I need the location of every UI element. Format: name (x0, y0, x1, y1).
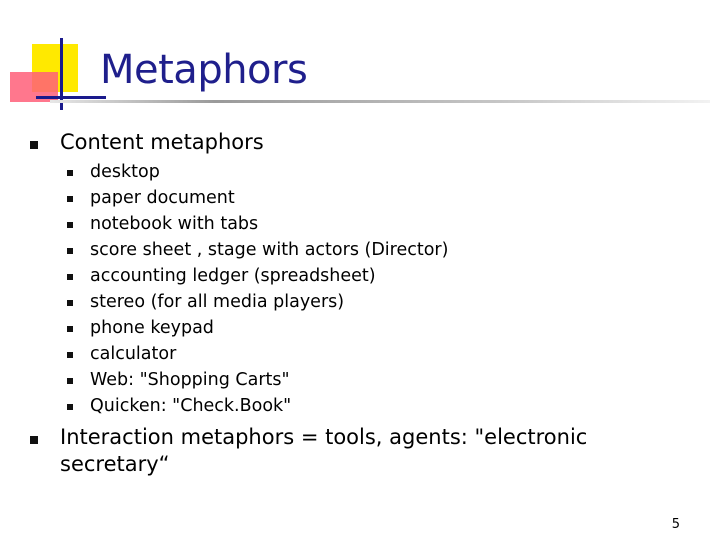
logo-horizontal-line (36, 96, 106, 99)
bullet-square-icon (67, 378, 73, 384)
list-item: calculator (90, 344, 177, 364)
bullet-square-icon (30, 436, 38, 444)
list-item: score sheet , stage with actors (Director) (90, 240, 449, 260)
list-item: Web: "Shopping Carts" (90, 370, 290, 390)
bullet-square-icon (67, 274, 73, 280)
content-metaphors-heading: Content metaphors (60, 130, 264, 154)
page-number: 5 (671, 517, 680, 532)
list-item: desktop (90, 162, 160, 182)
bullet-square-icon (67, 248, 73, 254)
interaction-metaphors-line2: secretary“ (60, 452, 170, 476)
list-item: stereo (for all media players) (90, 292, 345, 312)
bullet-square-icon (67, 326, 73, 332)
bullet-square-icon (67, 300, 73, 306)
list-item: notebook with tabs (90, 214, 259, 234)
title-divider (50, 100, 710, 103)
bullet-square-icon (67, 404, 73, 410)
bullet-square-icon (67, 352, 73, 358)
list-item: paper document (90, 188, 235, 208)
slide-title: Metaphors (100, 47, 308, 93)
list-item: accounting ledger (spreadsheet) (90, 266, 376, 286)
list-item: Quicken: "Check.Book" (90, 396, 292, 416)
bullet-square-icon (67, 222, 73, 228)
bullet-square-icon (67, 196, 73, 202)
decorative-logo-icon (0, 0, 110, 110)
interaction-metaphors-line1: Interaction metaphors = tools, agents: "electronic (60, 425, 588, 449)
list-item: phone keypad (90, 318, 214, 338)
bullet-square-icon (67, 170, 73, 176)
bullet-square-icon (30, 141, 38, 149)
